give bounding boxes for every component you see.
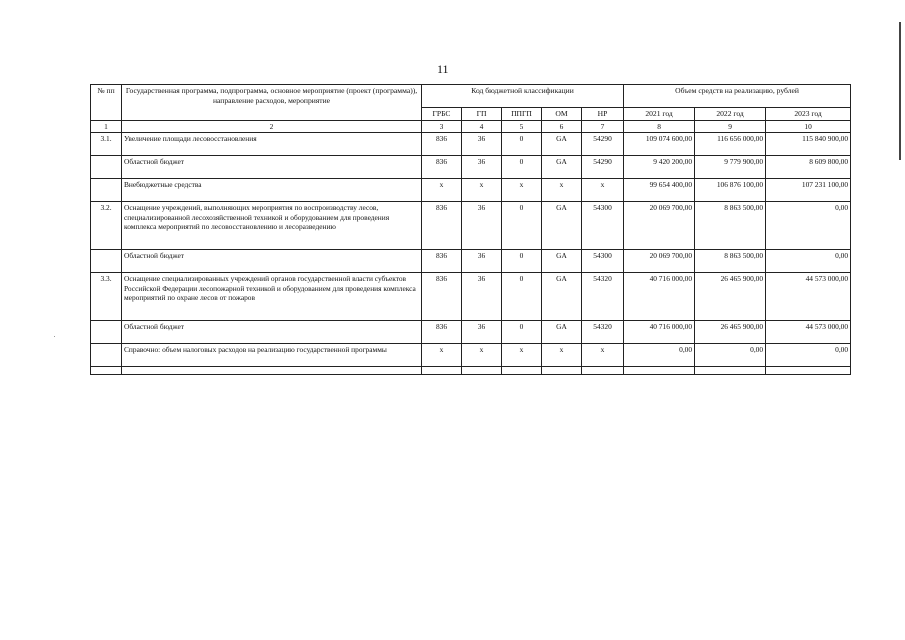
cell-grbs: 836 [422, 202, 462, 250]
cell-amount-2021 [624, 367, 695, 375]
cell-amount-2022: 8 863 500,00 [695, 202, 766, 250]
cell-amount-2022: 26 465 900,00 [695, 321, 766, 344]
cell-gp: 36 [462, 202, 502, 250]
cell-amount-2021: 0,00 [624, 344, 695, 367]
cell-gp: 36 [462, 273, 502, 321]
row-name: Областной бюджет [122, 156, 422, 179]
row-name: Областной бюджет [122, 250, 422, 273]
row-name: Увеличение площади лесовосстановления [122, 133, 422, 156]
cell-amount-2021: 20 069 700,00 [624, 202, 695, 250]
cell-amount-2022: 106 876 100,00 [695, 179, 766, 202]
cell-grbs: 836 [422, 156, 462, 179]
cell-nr: 54290 [582, 156, 624, 179]
cell-amount-2022: 9 779 900,00 [695, 156, 766, 179]
column-number: 2 [122, 120, 422, 132]
cell-om: GA [542, 133, 582, 156]
row-name [122, 367, 422, 375]
cell-ppgp: 0 [502, 133, 542, 156]
cell-amount-2022 [695, 367, 766, 375]
cell-grbs: 836 [422, 250, 462, 273]
cell-ppgp: 0 [502, 250, 542, 273]
table-row [91, 321, 851, 344]
cell-om: GA [542, 250, 582, 273]
cell-nr [582, 367, 624, 375]
cell-nr: 54320 [582, 321, 624, 344]
row-number: 3.2. [91, 202, 122, 250]
column-number: 1 [91, 120, 122, 132]
header-gp: ГП [462, 108, 502, 121]
table-row [91, 179, 851, 202]
header-year-2022: 2022 год [695, 108, 766, 121]
cell-amount-2022: 26 465 900,00 [695, 273, 766, 321]
header-nr: НР [582, 108, 624, 121]
cell-om: GA [542, 321, 582, 344]
cell-amount-2021: 9 420 200,00 [624, 156, 695, 179]
cell-amount-2023: 0,00 [766, 202, 851, 250]
table-row [91, 344, 851, 367]
cell-amount-2023: 107 231 100,00 [766, 179, 851, 202]
header-code-group: Код бюджетной классификации [422, 85, 624, 108]
header-amount-group: Объем средств на реализацию, рублей [624, 85, 851, 108]
cell-nr: 54300 [582, 202, 624, 250]
cell-om: GA [542, 273, 582, 321]
scan-edge-line [899, 22, 901, 160]
budget-table [90, 84, 851, 375]
cell-ppgp: 0 [502, 202, 542, 250]
cell-nr: 54300 [582, 250, 624, 273]
cell-nr: 54290 [582, 133, 624, 156]
table-row [91, 250, 851, 273]
cell-amount-2023: 0,00 [766, 344, 851, 367]
cell-nr: 54320 [582, 273, 624, 321]
row-name: Оснащение специализированных учреждений органов государственной власти субъектов Российской Федерации лесопожарной техникой и оборудованием для проведения комплекса мероприятий по охране лесов от пожаров [122, 273, 422, 321]
cell-amount-2023: 8 609 800,00 [766, 156, 851, 179]
header-program: Государственная программа, подпрограмма, основное мероприятие (проект (программа)), направление расходов, мероприятие [122, 85, 422, 121]
cell-amount-2022: 8 863 500,00 [695, 250, 766, 273]
row-name: Внебюджетные средства [122, 179, 422, 202]
cell-amount-2021: 20 069 700,00 [624, 250, 695, 273]
cell-amount-2022: 116 656 000,00 [695, 133, 766, 156]
cell-amount-2023: 115 840 900,00 [766, 133, 851, 156]
cell-amount-2021: 40 716 000,00 [624, 273, 695, 321]
cell-grbs: x [422, 344, 462, 367]
cell-gp: 36 [462, 133, 502, 156]
cell-ppgp: 0 [502, 273, 542, 321]
header-om: ОМ [542, 108, 582, 121]
table-row [91, 133, 851, 156]
row-number [91, 344, 122, 367]
header-num: № пп [91, 85, 122, 121]
cell-gp: x [462, 344, 502, 367]
column-number: 3 [422, 120, 462, 132]
cell-nr: x [582, 344, 624, 367]
table-row [91, 202, 851, 250]
column-number: 9 [695, 120, 766, 132]
cell-amount-2023 [766, 367, 851, 375]
cell-grbs: 836 [422, 321, 462, 344]
table-row [91, 156, 851, 179]
cell-gp [462, 367, 502, 375]
column-number: 8 [624, 120, 695, 132]
cell-grbs [422, 367, 462, 375]
cell-amount-2021: 109 074 600,00 [624, 133, 695, 156]
cell-amount-2021: 40 716 000,00 [624, 321, 695, 344]
cell-amount-2023: 44 573 000,00 [766, 321, 851, 344]
column-number: 5 [502, 120, 542, 132]
row-number [91, 156, 122, 179]
row-name: Справочно: объем налоговых расходов на реализацию государственной программы [122, 344, 422, 367]
cell-ppgp: 0 [502, 156, 542, 179]
cell-om: GA [542, 156, 582, 179]
column-number: 6 [542, 120, 582, 132]
cell-gp: 36 [462, 321, 502, 344]
scan-speck [54, 336, 55, 337]
header-year-2021: 2021 год [624, 108, 695, 121]
cell-amount-2021: 99 654 400,00 [624, 179, 695, 202]
cell-amount-2023: 44 573 000,00 [766, 273, 851, 321]
cell-grbs: 836 [422, 133, 462, 156]
header-ppgp: ППГП [502, 108, 542, 121]
cell-gp: 36 [462, 156, 502, 179]
column-number: 10 [766, 120, 851, 132]
cell-grbs: x [422, 179, 462, 202]
row-number: 3.1. [91, 133, 122, 156]
page-number: 11 [437, 62, 449, 76]
column-number: 7 [582, 120, 624, 132]
cell-grbs: 836 [422, 273, 462, 321]
cell-amount-2023: 0,00 [766, 250, 851, 273]
cell-ppgp [502, 367, 542, 375]
cell-om: GA [542, 202, 582, 250]
row-number [91, 250, 122, 273]
cell-ppgp: x [502, 179, 542, 202]
cell-ppgp: 0 [502, 321, 542, 344]
cell-gp: x [462, 179, 502, 202]
row-name: Оснащение учреждений, выполняющих мероприятия по воспроизводству лесов, специализированной лесохозяйственной техникой и оборудованием для проведения комплекса мероприятий по лесовосстановлению и лесоразведению [122, 202, 422, 250]
cell-om: x [542, 344, 582, 367]
cell-amount-2022: 0,00 [695, 344, 766, 367]
row-number [91, 179, 122, 202]
row-number: 3.3. [91, 273, 122, 321]
cell-om [542, 367, 582, 375]
cell-om: x [542, 179, 582, 202]
row-name: Областной бюджет [122, 321, 422, 344]
table-row [91, 367, 851, 375]
row-number [91, 367, 122, 375]
row-number [91, 321, 122, 344]
header-year-2023: 2023 год [766, 108, 851, 121]
table-row [91, 273, 851, 321]
cell-nr: x [582, 179, 624, 202]
cell-ppgp: x [502, 344, 542, 367]
cell-gp: 36 [462, 250, 502, 273]
column-number: 4 [462, 120, 502, 132]
header-grbs: ГРБС [422, 108, 462, 121]
